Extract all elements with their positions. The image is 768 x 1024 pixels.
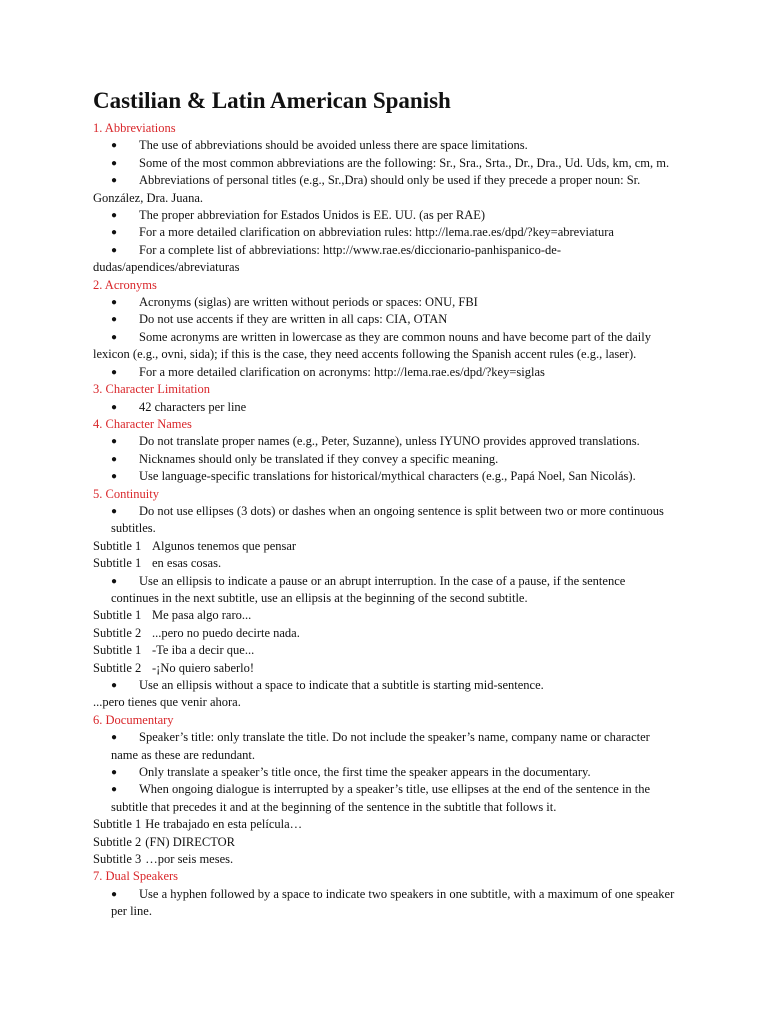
bullet-icon: ● xyxy=(111,453,118,465)
list-item: ● Use an ellipsis to indicate a pause or an abrupt interruption. In the case of a pause, if the sentence continues in the next subtitle, use an ellipsis at the beginning of the second subtitle. xyxy=(111,573,626,605)
list-item: ● Acronyms (siglas) are written without periods or spaces: ONU, FBI xyxy=(93,294,675,311)
bullet-icon: ● xyxy=(111,784,118,796)
dual-speakers-list xyxy=(93,886,675,921)
bullet-icon: ● xyxy=(111,471,118,483)
bullet-icon: ● xyxy=(111,680,118,691)
bullet-icon: ● xyxy=(111,297,118,309)
list-item: ● Do not use accents if they are written in all caps: CIA, OTAN xyxy=(93,311,675,328)
bullet-icon: ● xyxy=(111,505,118,517)
list-item: ● Only translate a speaker’s title once, the first time the speaker appears in the documentary. xyxy=(93,764,675,781)
list-item: ● Nicknames should only be translated if they convey a specific meaning. xyxy=(93,451,675,468)
list-item: ● Use a hyphen followed by a space to indicate two speakers in one subtitle, with a maximum of one speaker per line. xyxy=(111,886,675,919)
subtitle-example: Subtitle 1 -Te iba a decir que... xyxy=(93,643,255,658)
list-item: ● The use of abbreviations should be avoided unless there are space limitations. xyxy=(93,137,675,154)
bullet-icon: ● xyxy=(111,888,118,900)
section-heading-acronyms: 2. Acronyms xyxy=(93,277,157,292)
list-item: ● For a more detailed clarification on acronyms: http://lema.rae.es/dpd/?key=siglas xyxy=(93,364,675,381)
list-item: ● Abbreviations of personal titles (e.g., Sr.,Dra) should only be used if they precede a proper noun: Sr. González, Dra. Juana. xyxy=(93,173,641,205)
subtitle-example: Subtitle 1 en esas cosas. xyxy=(93,556,222,571)
continuity-list-2 xyxy=(93,573,675,608)
list-item: ● When ongoing dialogue is interrupted by a speaker’s title, use ellipses at the end of the sentence in the subtitle that precedes it and at the beginning of the sentence in the subtitle that follows it. xyxy=(111,782,651,814)
list-item: ● 42 characters per line xyxy=(93,399,675,416)
list-item: ● For a more detailed clarification on abbreviation rules: http://lema.rae.es/dpd/?key=abreviatura xyxy=(93,224,675,241)
list-item: ● Speaker’s title: only translate the title. Do not include the speaker’s name, company name or character name as these are redundant. xyxy=(111,730,650,762)
list-item: ● Do not translate proper names (e.g., Peter, Suzanne), unless IYUNO provides approved translations. xyxy=(93,433,675,450)
bullet-icon: ● xyxy=(111,157,118,169)
acronyms-list xyxy=(93,294,675,381)
list-item: ● Use language-specific translations for historical/mythical characters (e.g., Papá Noel, San Nicolás). xyxy=(93,468,675,485)
bullet-icon: ● xyxy=(111,210,118,222)
section-heading-dual-speakers: 7. Dual Speakers xyxy=(93,869,179,884)
bullet-icon: ● xyxy=(111,575,118,587)
section-heading-continuity: 5. Continuity xyxy=(93,486,159,501)
list-item: ● Some acronyms are written in lowercase as they are common nouns and have become part of the daily lexicon (e.g., ovni, sida); if this is the case, they need accents following the Spanish accent rules (e.g., laser). xyxy=(93,329,651,362)
subtitle-example: Subtitle 1 Algunos tenemos que pensar xyxy=(93,538,297,553)
bullet-icon: ● xyxy=(111,331,118,343)
list-item: ● The proper abbreviation for Estados Unidos is EE. UU. (as per RAE) xyxy=(93,207,675,224)
abbreviations-list xyxy=(93,137,675,276)
list-item: ● Do not use ellipses (3 dots) or dashes when an ongoing sentence is split between two or more continuous subtitles. xyxy=(111,503,664,536)
documentary-list xyxy=(93,729,675,816)
subtitle-example: Subtitle 1 He trabajado en esta película… xyxy=(93,817,303,832)
continuity-list-3 xyxy=(93,677,675,694)
bullet-icon: ● xyxy=(111,767,118,779)
bullet-icon: ● xyxy=(111,314,118,326)
subtitle-example: Subtitle 3 …por seis meses. xyxy=(93,852,234,867)
character-names-list xyxy=(93,433,675,485)
bullet-icon: ● xyxy=(111,140,118,152)
page-title: Castilian & Latin American Spanish xyxy=(93,88,451,113)
subtitle-example: Subtitle 2 -¡No quiero saberlo! xyxy=(93,660,255,675)
document-content xyxy=(93,86,675,921)
list-item: ● Some of the most common abbreviations are the following: Sr., Sra., Srta., Dr., Dra., Ud. Uds, km, cm, m. xyxy=(93,155,675,172)
section-heading-character-names: 4. Character Names xyxy=(93,416,192,431)
section-heading-documentary: 6. Documentary xyxy=(93,712,174,727)
subtitle-example: Subtitle 1 Me pasa algo raro... xyxy=(93,608,252,623)
bullet-icon: ● xyxy=(111,436,118,448)
list-item: ● Use an ellipsis without a space to indicate that a subtitle is starting mid-sentence. xyxy=(93,677,675,694)
section-heading-character-limitation: 3. Character Limitation xyxy=(93,382,210,397)
bullet-icon: ● xyxy=(111,366,118,378)
bullet-icon: ● xyxy=(111,227,118,239)
subtitle-example: Subtitle 2 ...pero no puedo decirte nada. xyxy=(93,625,300,640)
bullet-icon: ● xyxy=(111,175,118,187)
continuity-list-1 xyxy=(93,503,675,538)
bullet-icon: ● xyxy=(111,401,118,413)
character-limitation-list xyxy=(93,399,675,416)
bullet-icon: ● xyxy=(111,732,118,744)
bullet-icon: ● xyxy=(111,244,118,256)
section-heading-abbreviations: 1. Abbreviations xyxy=(93,121,176,135)
subtitle-example: Subtitle 2 (FN) DIRECTOR xyxy=(93,834,235,849)
subtitle-example: ...pero tienes que venir ahora. xyxy=(93,695,241,710)
list-item: ● For a complete list of abbreviations: http://www.rae.es/diccionario-panhispanico-de-dudas/apendices/abreviaturas xyxy=(93,242,561,275)
